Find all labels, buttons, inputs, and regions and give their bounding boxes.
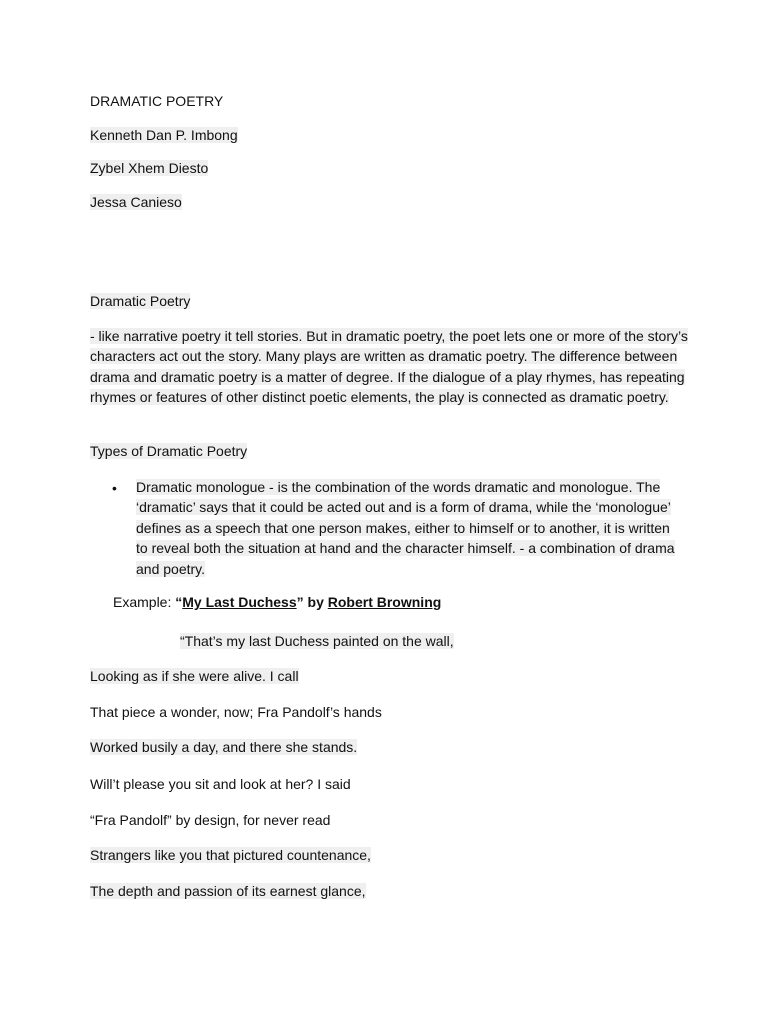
poem-line: Will’t please you sit and look at her? I said [90,776,351,792]
example-close-quote: ” [296,594,304,610]
document-title: DRAMATIC POETRY [90,93,224,109]
poem-title-link[interactable]: My Last Duchess [182,594,297,610]
poem-line: Looking as if she were alive. I call [90,668,299,684]
poem-line: That piece a wonder, now; Fra Pandolf’s hands [90,704,382,720]
author-name: Zybel Xhem Diesto [90,160,209,176]
definition-paragraph: - like narrative poetry it tell stories. But in dramatic poetry, the poet lets one or more of the story’s characters act out the story. Many plays are written as dramatic poetry. The difference between drama and dramatic poetry is a matter of degree. If the dialogue of a play rhymes, has repeating rhymes or features of other distinct poetic elements, the play is connected as dramatic poetry. [90,328,688,406]
monologue-list-item: Dramatic monologue - is the combination of the words dramatic and monologue. The ‘dramatic’ says that it could be acted out and is a form of drama, while the ‘monologue’ defines as a speech that one person makes, either to himself or to another, it is written to reveal both the situation at hand and the character himself. - a combination of drama and poetry. [136,479,675,577]
example-line: Example: “My Last Duchess” by Robert Browning [113,594,442,610]
example-open-quote: “ [175,594,183,610]
poet-name-link[interactable]: Robert Browning [327,594,442,610]
poem-line: “Fra Pandolf” by design, for never read [90,812,331,828]
poem-line: Strangers like you that pictured countenance, [90,847,371,863]
types-heading: Types of Dramatic Poetry [90,443,248,459]
section-heading: Dramatic Poetry [90,293,191,309]
author-name: Jessa Canieso [90,194,182,210]
poem-line: Worked busily a day, and there she stands. [90,739,358,755]
poem-line: The depth and passion of its earnest glance, [90,883,366,899]
poem-line: “That’s my last Duchess painted on the wall, [180,633,454,649]
author-name: Kenneth Dan P. Imbong [90,127,238,143]
bullet-icon: • [112,480,117,496]
